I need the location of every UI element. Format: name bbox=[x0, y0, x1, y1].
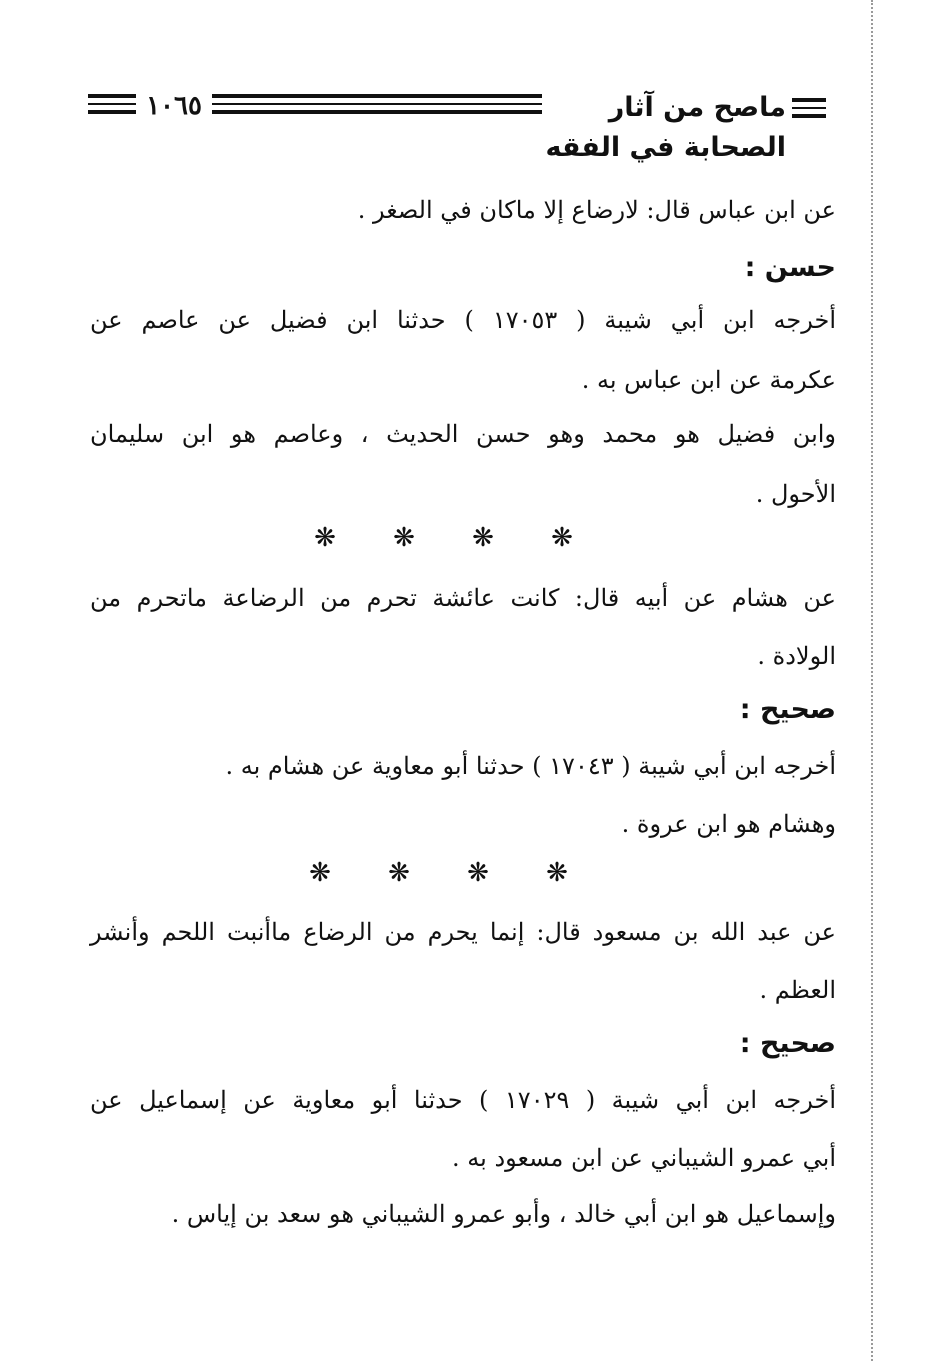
book-title: ماصح من آثار الصحابة في الفقه bbox=[545, 92, 786, 163]
separator-star-icon: ❋ bbox=[309, 858, 331, 888]
section-separator bbox=[0, 858, 943, 888]
separator-star-icon: ❋ bbox=[388, 858, 410, 888]
section-separator bbox=[0, 523, 943, 553]
takhrij-line: أخرجه ابن أبي شيبة ( ١٧٠٤٣ ) حدثنا أبو معاوية عن هشام به . bbox=[225, 752, 836, 780]
separator-star-icon: ❋ bbox=[551, 523, 573, 553]
takhrij-line: عكرمة عن ابن عباس به . bbox=[581, 366, 836, 394]
grade-heading: صحيح : bbox=[739, 1028, 836, 1059]
athar-text: عن هشام عن أبيه قال: كانت عائشة تحرم من الرضاعة ماتحرم من bbox=[90, 584, 836, 612]
running-header bbox=[86, 88, 826, 163]
athar-text: العظم . bbox=[759, 976, 836, 1004]
header-rule-middle bbox=[212, 94, 542, 116]
takhrij-line: أبي عمرو الشيباني عن ابن مسعود به . bbox=[452, 1144, 836, 1172]
note-line: الأحول . bbox=[755, 480, 836, 508]
grade-heading: صحيح : bbox=[739, 694, 836, 725]
separator-star-icon: ❋ bbox=[314, 523, 336, 553]
takhrij-line: أخرجه ابن أبي شيبة ( ١٧٠٢٩ ) حدثنا أبو معاوية عن إسماعيل عن bbox=[90, 1086, 836, 1114]
grade-heading: حسن : bbox=[744, 252, 836, 283]
note-line: وهشام هو ابن عروة . bbox=[621, 810, 836, 838]
athar-text: عن عبد الله بن مسعود قال: إنما يحرم من الرضاع ماأنبت اللحم وأنشر bbox=[90, 918, 836, 946]
header-rule-left bbox=[88, 94, 136, 116]
separator-star-icon: ❋ bbox=[393, 523, 415, 553]
separator-star-icon: ❋ bbox=[467, 858, 489, 888]
athar-text: الولادة . bbox=[757, 642, 836, 670]
takhrij-line: أخرجه ابن أبي شيبة ( ١٧٠٥٣ ) حدثنا ابن فضيل عن عاصم عن bbox=[90, 306, 836, 334]
note-line: وإسماعيل هو ابن أبي خالد ، وأبو عمرو الشيباني هو سعد بن إياس . bbox=[171, 1200, 836, 1228]
separator-star-icon: ❋ bbox=[546, 858, 568, 888]
page-number: ١٠٦٥ bbox=[146, 91, 202, 121]
athar-text: عن ابن عباس قال: لارضاع إلا ماكان في الصغر . bbox=[357, 196, 836, 224]
separator-star-icon: ❋ bbox=[472, 523, 494, 553]
header-rule-right bbox=[792, 98, 826, 120]
page-edge-dotted-line bbox=[871, 0, 873, 1361]
note-line: وابن فضيل هو محمد وهو حسن الحديث ، وعاصم هو ابن سليمان bbox=[90, 420, 836, 448]
